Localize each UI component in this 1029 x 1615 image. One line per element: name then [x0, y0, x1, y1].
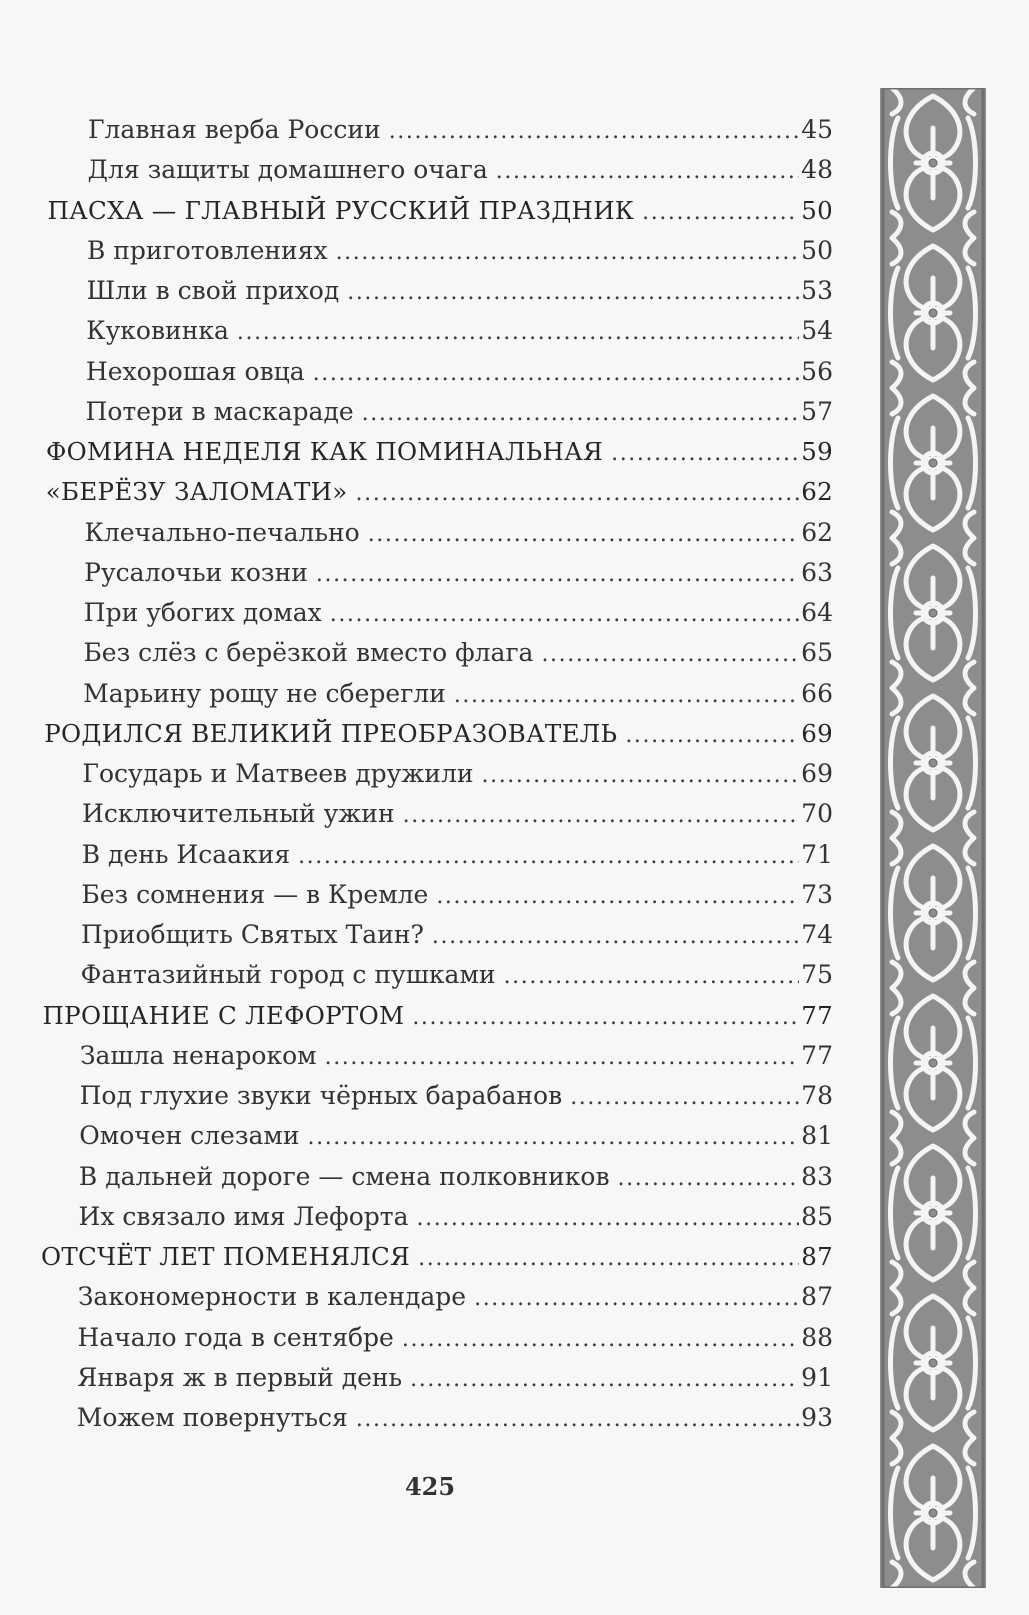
dot-leader	[308, 1123, 800, 1153]
toc-entry-page: 70	[801, 799, 833, 829]
toc-entry-page: 85	[801, 1201, 833, 1231]
toc-entry-page: 64	[801, 598, 833, 627]
toc-entry-title: Исключительный ужин	[82, 799, 395, 829]
toc-entry	[88, 155, 833, 187]
toc-entry-title: Шли в свой приход	[86, 276, 340, 305]
toc-entry-page: 69	[801, 759, 833, 788]
toc-entry-title: Омочен слезами	[79, 1121, 300, 1151]
toc-entry-title: Главная верба России	[88, 115, 381, 144]
toc-entry	[43, 1001, 834, 1033]
toc-entry-page: 59	[801, 437, 833, 466]
toc-entry-title: ОТСЧЁТ ЛЕТ ПОМЕНЯЛСЯ	[41, 1242, 411, 1271]
dot-leader	[432, 922, 799, 952]
toc-entry	[46, 477, 833, 509]
toc-entry-page: 81	[801, 1121, 833, 1151]
dot-leader	[402, 1325, 799, 1355]
dot-leader	[356, 479, 800, 509]
toc-entry	[41, 1242, 833, 1274]
toc-entry-page: 66	[801, 678, 833, 708]
toc-entry-title: Потери в маскараде	[85, 396, 354, 426]
toc-entry-page: 62	[801, 477, 833, 507]
toc-entry-page: 78	[801, 1081, 833, 1110]
toc-entry-page: 56	[801, 356, 833, 386]
toc-entry-title: В дальней дороге — смена полковников	[78, 1161, 610, 1191]
toc-entry-page: 50	[801, 235, 833, 265]
toc-entry-page: 57	[801, 396, 833, 426]
toc-entry-page: 83	[801, 1161, 833, 1191]
toc-entry	[46, 437, 833, 469]
dot-leader	[482, 761, 800, 791]
dot-leader	[336, 238, 800, 268]
toc-entry	[79, 1162, 833, 1194]
toc-entry-page: 91	[801, 1362, 833, 1392]
toc-entry-title: Без слёз с берёзкой вместо флага	[83, 638, 534, 668]
dot-leader	[474, 1284, 799, 1314]
toc-entry	[87, 276, 833, 308]
toc-entry	[83, 679, 833, 711]
toc-entry	[82, 840, 833, 872]
toc-entry-title: ФОМИНА НЕДЕЛЯ КАК ПОМИНАЛЬНАЯ	[46, 437, 604, 466]
toc-entry	[81, 880, 833, 912]
toc-entry-page: 54	[801, 316, 833, 346]
dot-leader	[313, 359, 800, 389]
dot-leader	[454, 681, 799, 711]
toc-entry-title: В день Исаакия	[81, 839, 291, 869]
toc-entry	[77, 1363, 833, 1395]
toc-entry-title: ПАСХА — ГЛАВНЫЙ РУССКИЙ ПРАЗДНИК	[47, 195, 635, 225]
toc-entry-title: Клечально-печально	[84, 517, 360, 547]
toc-entry	[79, 1121, 833, 1153]
toc-entry-page: 88	[801, 1322, 833, 1352]
dot-leader	[642, 198, 799, 228]
toc-entry-page: 77	[801, 1000, 833, 1030]
toc-entry-page: 87	[801, 1242, 833, 1271]
toc-entry	[83, 638, 833, 670]
toc-entry-page: 50	[801, 195, 833, 225]
toc-entry-page: 45	[801, 115, 833, 144]
dot-leader	[570, 1083, 799, 1113]
dot-leader	[330, 600, 799, 630]
dot-leader	[316, 560, 799, 590]
toc-entry-title: Государь и Матвеев дружили	[82, 759, 474, 788]
toc-entry	[78, 1323, 834, 1355]
dot-leader	[389, 117, 800, 147]
toc-entry-page: 48	[801, 155, 833, 185]
dot-leader	[347, 278, 799, 308]
dot-leader	[325, 1043, 800, 1073]
toc-entry-title: Можем повернуться	[76, 1403, 348, 1432]
toc-entry	[80, 1081, 833, 1113]
dot-leader	[618, 1164, 800, 1194]
toc-entry-title: При убогих домах	[83, 598, 322, 627]
toc-entry-title: «БЕРЁЗУ ЗАЛОМАТИ»	[45, 477, 348, 507]
dot-leader	[410, 1365, 799, 1395]
dot-leader	[403, 801, 800, 831]
toc-entry	[84, 558, 833, 590]
toc-entry	[44, 719, 833, 751]
toc-entry-title: Их связало имя Лефорта	[78, 1201, 409, 1231]
toc-entry	[80, 1041, 833, 1073]
toc-entry-page: 63	[801, 557, 833, 587]
toc-entry-title: В приготовлениях	[86, 235, 328, 265]
toc-entry	[48, 196, 834, 228]
toc-entry-title: Нехорошая овца	[85, 356, 305, 386]
toc-entry-title: Зашла ненароком	[79, 1040, 317, 1070]
toc-entry	[84, 598, 833, 630]
toc-entry	[86, 357, 833, 389]
dot-leader	[417, 1204, 800, 1234]
toc-entry-title: ПРОЩАНИЕ С ЛЕФОРТОМ	[42, 1000, 405, 1030]
dot-leader	[496, 157, 799, 187]
toc-entry-page: 75	[801, 960, 833, 990]
toc-entry-page: 65	[801, 638, 833, 668]
toc-entry-page: 53	[801, 276, 833, 305]
toc-entry	[86, 397, 833, 429]
toc-entry-title: Без сомнения — в Кремле	[81, 879, 429, 909]
dot-leader	[611, 439, 799, 469]
dot-leader	[504, 962, 800, 992]
page-number: 425	[404, 1472, 456, 1501]
toc-entry	[81, 960, 833, 992]
toc-entry	[82, 799, 833, 831]
decorative-border-icon	[880, 88, 986, 1588]
toc-entry-title: Русалочьи козни	[84, 557, 308, 587]
dot-leader	[298, 842, 799, 872]
toc-entry	[88, 115, 833, 147]
toc-entry-title: Фантазийный город с пушками	[80, 960, 496, 990]
toc-entry-page: 71	[801, 839, 833, 869]
toc-entry	[82, 759, 833, 791]
toc-entry-title: Куковинка	[86, 316, 229, 346]
dot-leader	[436, 882, 799, 912]
toc-entry	[87, 236, 833, 268]
dot-leader	[237, 318, 799, 348]
toc-entry-page: 73	[801, 879, 833, 909]
dot-leader	[368, 520, 799, 550]
toc-entry	[86, 316, 833, 348]
dot-leader	[362, 399, 800, 429]
toc-entry-page: 87	[801, 1282, 833, 1312]
toc-entry-title: Приобщить Святых Таин?	[81, 920, 424, 949]
toc-entry-title: Под глухие звуки чёрных барабанов	[79, 1081, 563, 1110]
toc-entry	[85, 518, 834, 550]
toc-entry-title: Для защиты домашнего очага	[87, 155, 488, 185]
toc-entry-page: 93	[801, 1403, 833, 1432]
dot-leader	[356, 1405, 799, 1435]
toc-entry-page: 77	[801, 1040, 833, 1070]
toc-entry-title: РОДИЛСЯ ВЕЛИКИЙ ПРЕОБРАЗОВАТЕЛЬ	[44, 718, 618, 748]
toc-entry	[78, 1282, 833, 1314]
toc-entry	[81, 920, 833, 952]
dot-leader	[412, 1003, 799, 1033]
toc-entry-page: 69	[801, 718, 833, 748]
dot-leader	[418, 1244, 799, 1274]
toc-entry-title: Начало года в сентябре	[77, 1322, 394, 1352]
toc-entry	[77, 1403, 833, 1435]
toc-entry-page: 74	[801, 920, 833, 949]
toc-entry-page: 62	[801, 517, 833, 547]
dot-leader	[625, 721, 799, 751]
toc-entry-title: Марьину рощу не сберегли	[83, 678, 446, 708]
dot-leader	[541, 640, 799, 670]
toc-entry	[79, 1202, 833, 1234]
toc-entry-title: Января ж в первый день	[77, 1362, 403, 1392]
toc-entry-title: Закономерности в календаре	[77, 1282, 467, 1312]
